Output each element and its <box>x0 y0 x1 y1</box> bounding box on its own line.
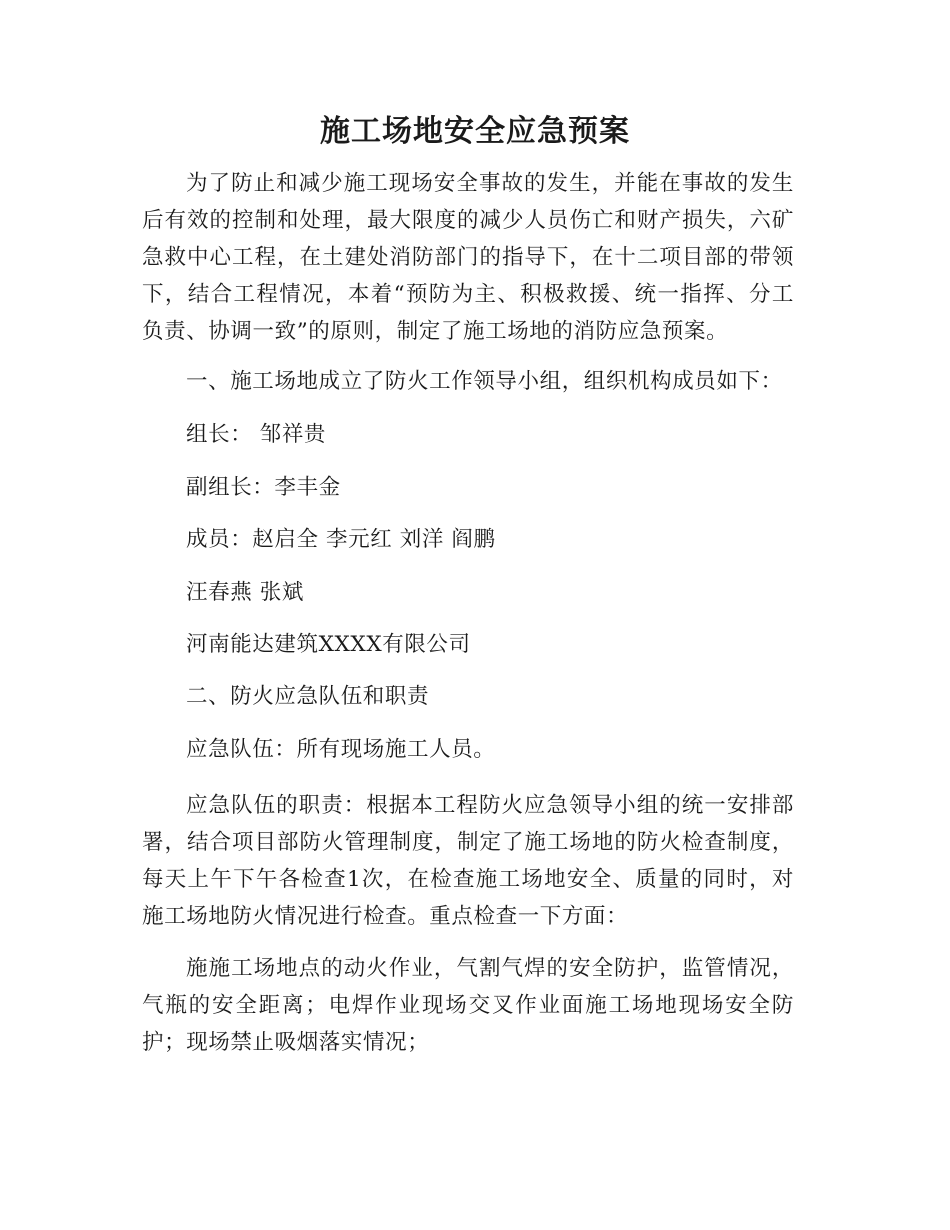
team-line: 应急队伍：所有现场施工人员。 <box>186 737 496 762</box>
deputy-leader-line: 副组长：李丰金 <box>186 475 341 500</box>
members-line-2: 汪春燕 张斌 <box>186 580 304 605</box>
intro-paragraph: 为了防止和减少施工现场安全事故的发生，并能在事故的发生后有效的控制和处理，最大限度的减少人员伤亡和财产损失，六矿急救中心工程，在土建处消防部门的指导下，在十二项目部的带领下，结合工程情况，本着“预防为主、积极救援、统一指挥、分工负责、协调一致”的原则，制定了施工场地的消防应急预案。 <box>142 171 794 344</box>
section1-heading: 一、施工场地成立了防火工作领导小组，组织机构成员如下： <box>186 369 783 394</box>
document-title: 施工场地安全应急预案 <box>320 114 630 149</box>
company-line: 河南能达建筑XXXX有限公司 <box>186 632 471 657</box>
section2-heading: 二、防火应急队伍和职责 <box>186 684 430 709</box>
duties-paragraph: 应急队伍的职责：根据本工程防火应急领导小组的统一安排部署，结合项目部防火管理制度，制定了施工场地的防火检查制度，每天上午下午各检查1次，在检查施工场地安全、质量的同时，对施工场地防火情况进行检查。重点检查一下方面： <box>142 793 794 929</box>
inspection-points-paragraph: 施施工场地点的动火作业，气割气焊的安全防护，监管情况，气瓶的安全距离；电焊作业现场交叉作业面施工场地现场安全防护；现场禁止吸烟落实情况； <box>142 956 794 1055</box>
leader-line: 组长： 邹祥贵 <box>186 422 327 447</box>
members-line-1: 成员：赵启全 李元红 刘洋 阎鹏 <box>186 527 496 552</box>
